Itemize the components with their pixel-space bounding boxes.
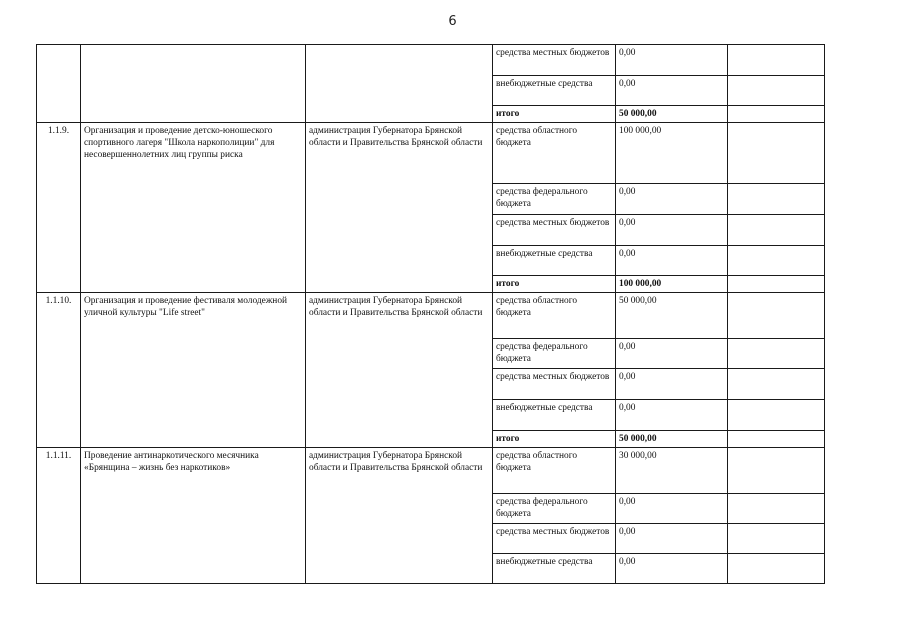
total-label: итого	[493, 106, 616, 123]
funding-source: средства федерального бюджета	[493, 339, 616, 369]
program-activities-table	[36, 44, 825, 584]
empty-cell	[728, 123, 825, 184]
empty-cell	[728, 293, 825, 339]
empty-cell	[728, 76, 825, 106]
activity-executor: администрация Губернатора Брянской области и Правительства Брянской области	[306, 123, 493, 293]
funding-amount: 0,00	[616, 76, 728, 106]
funding-amount: 0,00	[616, 215, 728, 246]
page-number: 6	[448, 14, 457, 29]
funding-source: внебюджетные средства	[493, 76, 616, 106]
activity-number: 1.1.10.	[37, 293, 81, 448]
funding-amount: 0,00	[616, 494, 728, 524]
empty-cell	[728, 246, 825, 276]
funding-amount: 0,00	[616, 246, 728, 276]
funding-source: внебюджетные средства	[493, 400, 616, 431]
empty-cell	[728, 184, 825, 215]
empty-cell	[728, 106, 825, 123]
total-amount: 50 000,00	[616, 431, 728, 448]
funding-amount: 0,00	[616, 369, 728, 400]
activity-title: Проведение антинаркотического месячника «Брянщина – жизнь без наркотиков»	[81, 448, 306, 584]
funding-source: средства федерального бюджета	[493, 184, 616, 215]
funding-source: средства областного бюджета	[493, 293, 616, 339]
funding-source: средства местных бюджетов	[493, 45, 616, 76]
funding-amount: 0,00	[616, 400, 728, 431]
total-label: итого	[493, 276, 616, 293]
activity-executor: администрация Губернатора Брянской области и Правительства Брянской области	[306, 293, 493, 448]
funding-amount: 0,00	[616, 184, 728, 215]
table-row	[37, 123, 825, 184]
table-row	[37, 293, 825, 339]
table-body	[37, 45, 825, 584]
empty-cell	[728, 494, 825, 524]
funding-source: внебюджетные средства	[493, 554, 616, 584]
activity-number	[37, 45, 81, 123]
empty-cell	[728, 45, 825, 76]
empty-cell	[728, 369, 825, 400]
activity-title	[81, 45, 306, 123]
funding-source: средства местных бюджетов	[493, 215, 616, 246]
activity-title: Организация и проведение фестиваля молодежной уличной культуры "Life street"	[81, 293, 306, 448]
empty-cell	[728, 554, 825, 584]
funding-amount: 0,00	[616, 339, 728, 369]
funding-amount: 30 000,00	[616, 448, 728, 494]
funding-source: средства местных бюджетов	[493, 369, 616, 400]
empty-cell	[728, 448, 825, 494]
empty-cell	[728, 276, 825, 293]
total-amount: 50 000,00	[616, 106, 728, 123]
activity-executor: администрация Губернатора Брянской области и Правительства Брянской области	[306, 448, 493, 584]
funding-source: средства федерального бюджета	[493, 494, 616, 524]
table-row	[37, 45, 825, 76]
funding-source: средства местных бюджетов	[493, 524, 616, 554]
funding-source: средства областного бюджета	[493, 448, 616, 494]
funding-source: средства областного бюджета	[493, 123, 616, 184]
table-row	[37, 448, 825, 494]
activity-number: 1.1.11.	[37, 448, 81, 584]
funding-amount: 0,00	[616, 524, 728, 554]
empty-cell	[728, 400, 825, 431]
activity-executor	[306, 45, 493, 123]
funding-amount: 50 000,00	[616, 293, 728, 339]
total-amount: 100 000,00	[616, 276, 728, 293]
empty-cell	[728, 339, 825, 369]
funding-source: внебюджетные средства	[493, 246, 616, 276]
activity-title: Организация и проведение детско-юношеского спортивного лагеря "Школа наркополиции" для несовершеннолетних лиц группы риска	[81, 123, 306, 293]
empty-cell	[728, 215, 825, 246]
funding-amount: 100 000,00	[616, 123, 728, 184]
funding-amount: 0,00	[616, 554, 728, 584]
total-label: итого	[493, 431, 616, 448]
activity-number: 1.1.9.	[37, 123, 81, 293]
funding-amount: 0,00	[616, 45, 728, 76]
empty-cell	[728, 431, 825, 448]
empty-cell	[728, 524, 825, 554]
